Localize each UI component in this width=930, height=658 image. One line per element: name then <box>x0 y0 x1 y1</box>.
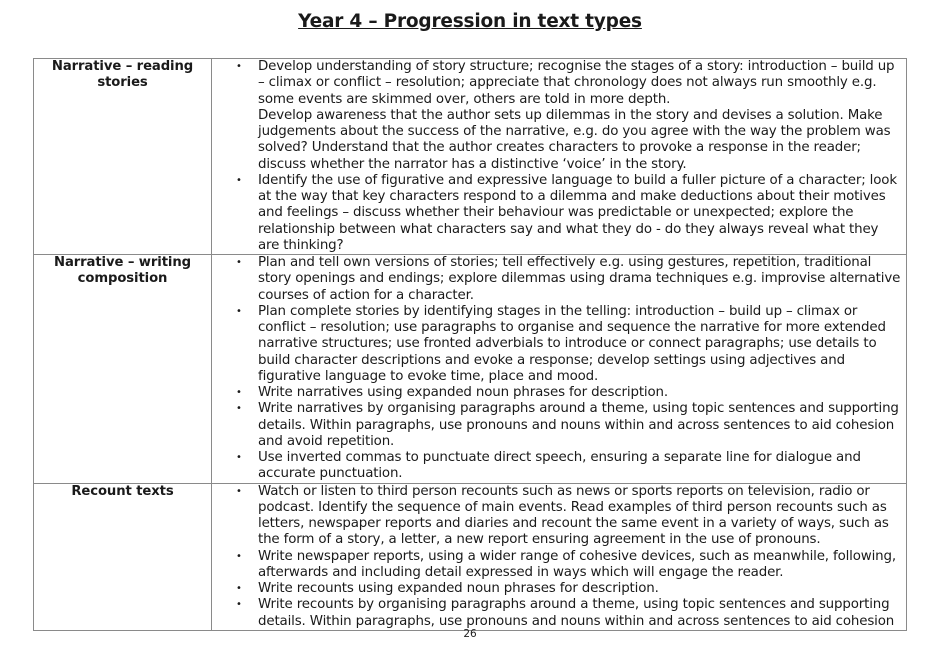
item-text: Write recounts using expanded noun phrases for description. <box>258 581 659 596</box>
bullet-icon: • <box>236 452 242 463</box>
list-item <box>236 59 902 173</box>
content-cell <box>212 255 907 484</box>
list-item <box>236 483 902 549</box>
bullet-icon: • <box>236 599 242 611</box>
bullet-icon: • <box>236 174 242 186</box>
item-text: Write recounts by organising paragraphs around a theme, using topic sentences and supporting details. Within paragraphs, use pronouns and nouns within and across sentences to aid cohesion <box>258 597 895 629</box>
table-row-recount-texts <box>34 483 907 630</box>
list-item <box>236 597 902 629</box>
page-number: 26 <box>463 628 477 640</box>
category-cell: Narrative – reading stories <box>34 59 212 255</box>
bullet-icon: • <box>236 583 242 594</box>
list-item <box>236 255 902 304</box>
item-text: Use inverted commas to punctuate direct speech, ensuring a separate line for dialogue and accurate punctuation. <box>258 450 861 482</box>
bullet-icon: • <box>236 387 242 398</box>
bullet-list <box>212 255 906 483</box>
bullet-list <box>212 59 906 254</box>
category-cell: Narrative – writing composition <box>34 255 212 484</box>
bullet-icon: • <box>236 305 242 317</box>
item-text: Plan and tell own versions of stories; tell effectively e.g. using gestures, repetition, traditional story openings and endings; explore dilemmas using drama techniques e.g. improvise alternative courses of action for a character. <box>258 255 901 303</box>
content-clip <box>212 484 906 630</box>
category-cell: Recount texts <box>34 483 212 630</box>
content-cell <box>212 483 907 630</box>
item-text: Watch or listen to third person recounts such as news or sports reports on television, radio or podcast. Identify the sequence of main events. Read examples of third person recounts such as letters, newspaper reports and diaries and recount the same event in a variety of ways, such as the form of a story, a letter, a new report ensuring agreement in the use of pronouns. <box>258 483 889 548</box>
item-text: Write newspaper reports, using a wider range of cohesive devices, such as meanwhile, following, afterwards and including detail expressed in ways which will engage the reader. <box>258 548 896 580</box>
item-text: Develop awareness that the author sets up dilemmas in the story and devises a solution. Make judgements about the success of the narrative, e.g. do you agree with the way the problem was solved? Understand that the author creates characters to provoke a response in the reader; discuss whether the narrator has a distinctive ‘voice’ in the story. <box>258 107 891 172</box>
list-item <box>236 385 902 401</box>
item-text: Plan complete stories by identifying stages in the telling: introduction – build up – climax or conflict – resolution; use paragraphs to organise and sequence the narrative for more extended narrative structures; use fronted adverbials to introduce or connect paragraphs; use details to build character descriptions and evoke a response; develop settings using adjectives and figurative language to evoke time, place and mood. <box>258 303 886 384</box>
page-title: Year 4 – Progression in text types <box>298 11 642 32</box>
list-item <box>236 450 902 483</box>
item-text: Write narratives by organising paragraphs around a theme, using topic sentences and supporting details. Within paragraphs, use pronouns and nouns within and across sentences to aid cohesion and avoid repetition. <box>258 401 899 449</box>
progression-table <box>33 58 907 631</box>
table-row-narrative-reading <box>34 59 907 255</box>
bullet-icon: • <box>236 550 242 562</box>
item-text: Identify the use of figurative and expressive language to build a fuller picture of a character; look at the way that key characters respond to a dilemma and make deductions about their motives and feelings – discuss whether their behaviour was predictable or unexpected; explore the relationship between what characters say and what they do - do they always reveal what they are thinking? <box>258 172 897 253</box>
list-item <box>236 581 902 597</box>
bullet-icon: • <box>236 257 242 268</box>
bullet-icon: • <box>236 61 242 72</box>
list-item <box>236 303 902 385</box>
content-cell <box>212 59 907 255</box>
table-row-narrative-writing <box>34 255 907 484</box>
bullet-icon: • <box>236 485 242 497</box>
list-item <box>236 172 902 254</box>
item-text: Develop understanding of story structure; recognise the stages of a story: introduction – build up – climax or conflict – resolution; appreciate that chronology does not always run smoothly e.g. some events are skimmed over, others are told in more depth. <box>258 59 895 107</box>
bullet-icon: • <box>236 403 242 415</box>
item-text: Write narratives using expanded noun phrases for description. <box>258 385 668 400</box>
bullet-list <box>212 484 906 630</box>
list-item <box>236 401 902 450</box>
list-item <box>236 548 902 582</box>
